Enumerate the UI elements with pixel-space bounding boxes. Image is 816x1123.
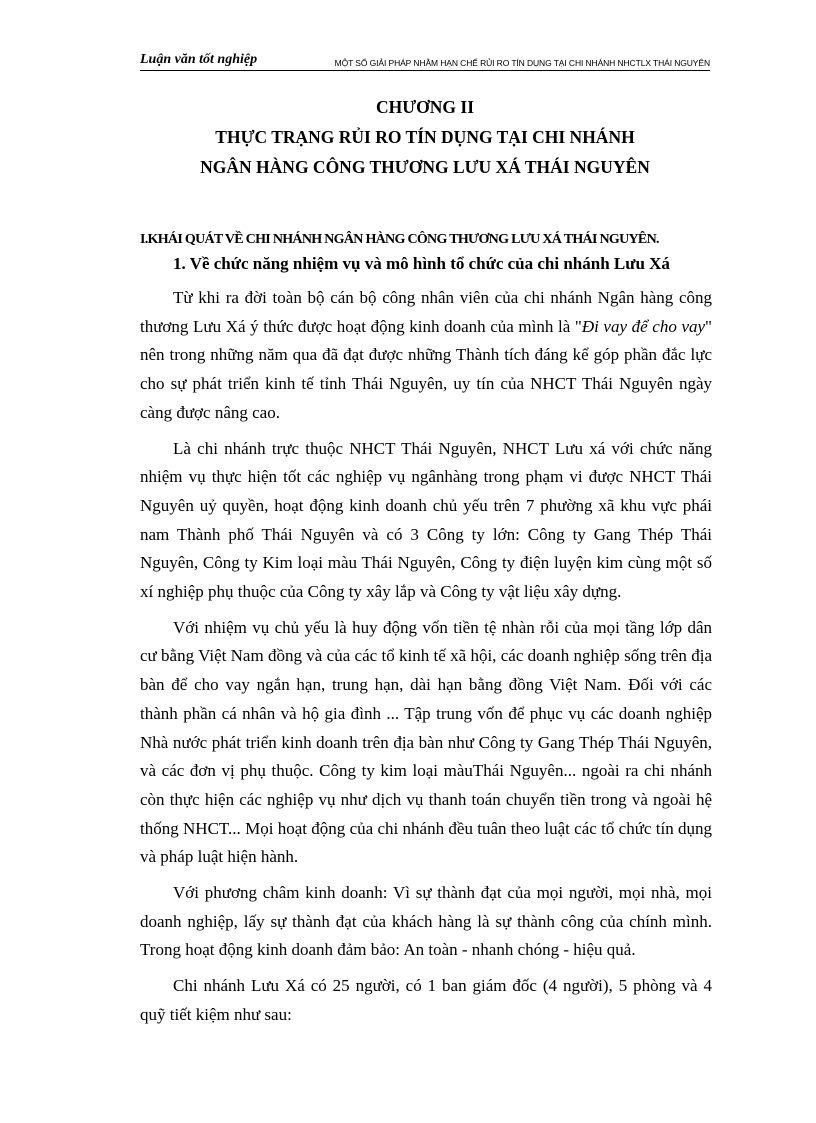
paragraph-3: Với nhiệm vụ chủ yếu là huy động vốn tiền tệ nhàn rỗi của mọi tầng lớp dân cư bằng Việt Nam đồng và của các tổ kinh tế xã hội, các doanh nghiệp sống trên địa bàn để cho vay ngắn hạn, trung hạn, dài hạn bằng đồng Việt Nam. Đối với các thành phần cá nhân và hộ gia đình ... Tập trung vốn để phục vụ các doanh nghiệp Nhà nước phát triển kinh doanh trên địa bàn như Công ty Gang Thép Thái Nguyên, và các đơn vị phụ thuộc. Công ty kim loại màuThái Nguyên... ngoài ra chi nhánh còn thực hiện các nghiệp vụ như dịch vụ thanh toán chuyển tiền trong và ngoài hệ thống NHCT... Mọi hoạt động của chi nhánh đều tuân theo luật các tổ chức tín dụng và pháp luật hiện hành. xyxy=(140,617,712,867)
header-thesis-label: Luận văn tốt nghiệp xyxy=(140,52,258,67)
paragraph-1-text-b: " nên trong những năm qua đã đạt được những Thành tích đáng kể góp phần đắc lực cho sự phát triển kinh tế tỉnh Thái Nguyên, uy tín của NHCT Thái Nguyên ngày càng được nâng cao. xyxy=(140,316,712,422)
paragraph-4: Với phương châm kinh doanh: Vì sự thành đạt của mọi người, mọi nhà, mọi doanh nghiệp, lấy sự thành đạt của khách hàng là sự thành công của chính mình. Trong hoạt động kinh doanh đảm bảo: An toàn - nhanh chóng - hiệu quả. xyxy=(140,883,712,960)
chapter-number: CHƯƠNG II xyxy=(375,97,475,117)
subsection-heading: 1. Về chức năng nhiệm vụ và mô hình tổ chức của chi nhánh Lưu Xá xyxy=(173,254,670,273)
running-header xyxy=(140,46,710,71)
paragraph-2: Là chi nhánh trực thuộc NHCT Thái Nguyên, NHCT Lưu xá với chức năng nhiệm vụ thực hiện tốt các nghiệp vụ ngânhàng trong phạm vi được NHCT Thái Nguyên uỷ quyền, hoạt động kinh doanh chủ yếu trên 7 phường xã khu vực phái nam Thành phố Thái Nguyên và có 3 Công ty lớn: Công ty Gang Thép Thái Nguyên, Công ty Kim loại màu Thái Nguyên, Công ty điện luyện kim cùng một số xí nghiệp phụ thuộc của Công ty xây lắp và Công ty vật liệu xây dựng. xyxy=(140,438,712,602)
body-text xyxy=(140,284,712,1037)
header-thesis-title: MỘT SỐ GIẢI PHÁP NHẰM HẠN CHẾ RỦI RO TÍN DỤNG TẠI CHI NHÁNH NHCTLX THÁI NGUYÊN xyxy=(334,58,710,68)
paragraph-1-text-a: Từ khi ra đời toàn bộ cán bộ công nhân viên của chi nhánh Ngân hàng công thương Lưu Xá ý thức được hoạt động kinh doanh của mình là " xyxy=(140,288,712,336)
chapter-title-line-1: THỰC TRẠNG RỦI RO TÍN DỤNG TẠI CHI NHÁNH xyxy=(215,127,635,147)
paragraph-5: Chi nhánh Lưu Xá có 25 người, có 1 ban giám đốc (4 người), 5 phòng và 4 quỹ tiết kiệm như sau: xyxy=(140,976,712,1024)
paragraph-1 xyxy=(140,284,712,428)
chapter-title-line-2: NGÂN HÀNG CÔNG THƯƠNG LƯU XÁ THÁI NGUYÊN xyxy=(200,157,650,177)
section-heading: I.KHÁI QUÁT VỀ CHI NHÁNH NGÂN HÀNG CÔNG THƯƠNG LƯU XÁ THÁI NGUYÊN. xyxy=(140,232,659,247)
paragraph-1-italic-quote: Đi vay để cho vay xyxy=(581,316,706,336)
